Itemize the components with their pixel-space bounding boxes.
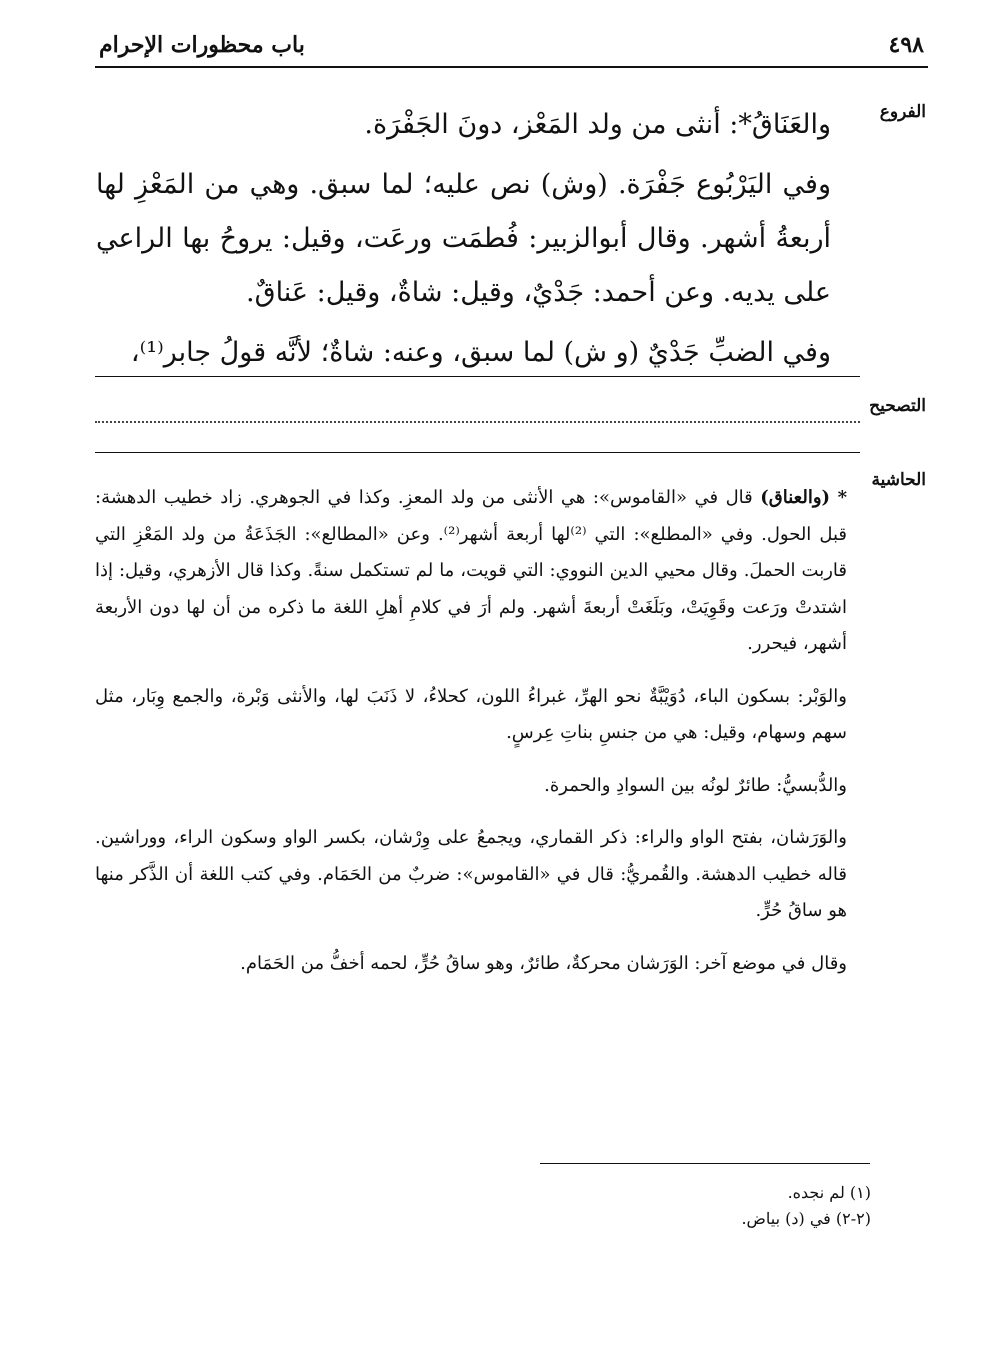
correction-dotted-line — [95, 421, 860, 423]
label-furu: الفروع — [879, 102, 926, 122]
commentary-paragraph — [95, 480, 847, 663]
main-text — [96, 98, 831, 386]
commentary-paragraph: والوَرَشان، بفتح الواو والراء: ذكر القماري، ويجمعُ على وِرْشان، بكسر الواو وسكون الراء، ووراشين. قاله خطيب الدهشة. والقُمريُّ: قال في «القاموس»: ضربٌ من الحَمَام. وفي كتب اللغة أن الذَّكر منها هو ساقُ حُرٍّ. — [95, 827, 847, 921]
footnotes — [471, 1180, 871, 1232]
commentary-lead: (والعناق) — [760, 487, 831, 508]
rule-top — [95, 376, 860, 377]
commentary-paragraph: والدُّبسيُّ: طائرٌ لونُه بين السوادِ والحمرة. — [544, 774, 847, 796]
main-paragraph: والعَنَاقُ*: أنثى من ولد المَعْز، دونَ الجَفْرَة. — [364, 109, 831, 140]
main-paragraph: وفي الضبِّ جَدْيٌ (و ش) لما سبق، وعنه: شاةٌ؛ لأنَّه قولُ جابر⁽¹⁾، — [130, 337, 831, 368]
page-number: ٤٩٨ — [888, 32, 924, 58]
commentary-paragraph: وقال في موضع آخر: الوَرَشان محركةٌ، طائرٌ، وهو ساقُ حُرٍّ، لحمه أخفُّ من الحَمَام. — [240, 952, 847, 974]
label-tashih: التصحيح — [869, 396, 926, 416]
main-paragraph: وفي اليَرْبُوع جَفْرَة. (وش) نص عليه؛ لما سبق. وهي من المَعْزِ لها أربعةُ أشهر. وقال أبوالزبير: فُطمَت ورعَت، وقيل: يروحُ بها الراعي على يديه. وعن أحمد: جَدْيٌ، وقيل: شاةٌ، وقيل: عَناقٌ. — [96, 169, 831, 308]
footnote: (٢-٢) في (د) بياض. — [741, 1209, 871, 1228]
footnote-rule — [540, 1163, 870, 1164]
commentary-text: قال في «القاموس»: هي الأنثى من ولد المعزِ. وكذا في الجوهري. زاد خطيب الدهشة: قبل الحول. وفي «المطلع»: التي ⁽²⁾لها أربعة أشهر⁽²⁾. وعن «المطالع»: الجَذَعَةُ من ولد المَعْزِ التي قاربت الحملَ. وقال محيي الدين النووي: التي قويت، ما لم تستكمل سنةً. وكذا قال الأزهري، وقيل: إذا اشتدتْ ورَعت وقَوِيَتْ، وبَلَغَتْ أربعةَ أشهر. ولم أرَ في كلامِ أهلِ اللغة ما ذكره من أن لها دون الأربعة أشهر، فيحرر. — [95, 487, 847, 654]
page-header — [95, 30, 928, 68]
rule-bottom — [95, 452, 860, 453]
asterisk-marker: * — [837, 487, 847, 508]
footnote: (١) لم نجده. — [787, 1183, 871, 1202]
label-hashiya: الحاشية — [871, 470, 926, 490]
commentary-paragraph: والوَبْر: بسكون الباء، دُوَيْبَّةٌ نحو الهرِّ، غبراءُ اللون، كحلاءُ، لا ذَنَبَ لها، والأنثى وَبْرة، والجمع وِبَار، مثل سهم وسهام، وقيل: هي من جنسِ بناتِ عِرسٍ. — [95, 685, 847, 743]
commentary — [95, 480, 847, 998]
chapter-title: باب محظورات الإحرام — [99, 32, 305, 58]
